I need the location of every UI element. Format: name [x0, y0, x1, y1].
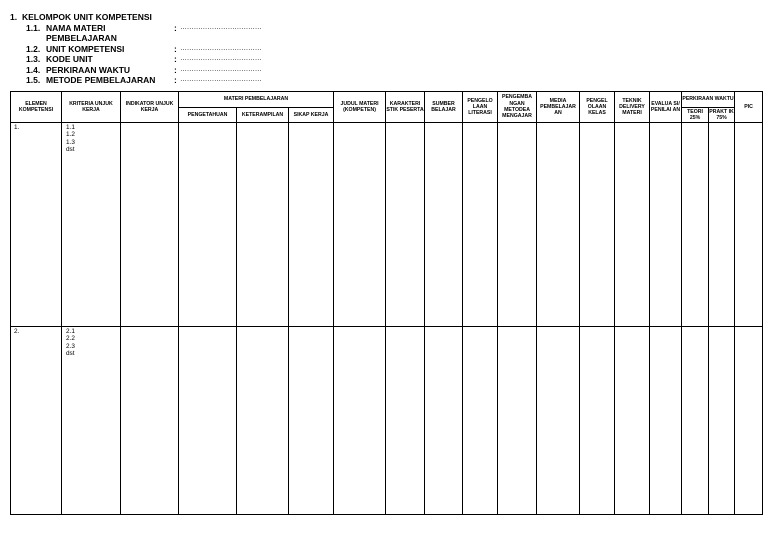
header-teori: TEORI 25%	[682, 108, 709, 123]
header-evaluasi: EVALUA SI/ PENILAI AN	[650, 92, 682, 123]
criteria-item: 1.2	[66, 131, 75, 139]
empty-cell	[289, 327, 334, 515]
header-karakteristik: KARAKTERI STIK PESERTA	[386, 92, 425, 123]
item-colon: :	[174, 22, 177, 33]
empty-cell	[498, 123, 537, 327]
table-row	[11, 327, 763, 515]
header-pengembangan: PENGEMBA NGAN METODEA MENGAJAR	[498, 92, 537, 123]
competency-table	[10, 91, 763, 515]
item-number: 1.5.	[26, 75, 41, 85]
empty-cell	[121, 123, 179, 327]
empty-cell	[682, 327, 709, 515]
item-dots-field: ………………………………	[180, 44, 262, 52]
item-number: 1.4.	[26, 64, 41, 75]
item-dots-field: ………………………………	[180, 23, 262, 31]
section-heading	[10, 12, 262, 86]
item-number: 1.1.	[26, 22, 41, 33]
item-colon: :	[174, 75, 177, 85]
heading-title-row	[10, 12, 262, 23]
criteria-cell	[62, 327, 121, 515]
header-sikap: SIKAP KERJA	[289, 108, 334, 123]
empty-cell	[735, 327, 763, 515]
empty-cell	[650, 327, 682, 515]
heading-item	[10, 65, 262, 76]
header-sumber: SUMBER BELAJAR	[425, 92, 463, 123]
empty-cell	[237, 123, 289, 327]
criteria-item: 2.2	[66, 335, 75, 343]
header-teknik: TEKNIK DELIVERY MATERI	[615, 92, 650, 123]
empty-cell	[289, 123, 334, 327]
empty-cell	[386, 123, 425, 327]
item-dots-field: ………………………………	[180, 55, 262, 62]
criteria-item: 2.1	[66, 328, 75, 335]
item-colon: :	[174, 64, 177, 75]
item-dots-field: ………………………………	[180, 65, 262, 73]
header-materi: MATERI PEMBELAJARAN	[179, 92, 334, 108]
heading-item	[10, 44, 262, 55]
empty-cell	[463, 123, 498, 327]
item-label: NAMA MATERI PEMBELAJARAN	[46, 22, 117, 43]
criteria-item: dst	[66, 146, 75, 154]
empty-cell	[463, 327, 498, 515]
empty-cell	[709, 123, 735, 327]
row-number: 1.	[11, 123, 62, 327]
row-number: 2.	[11, 327, 62, 515]
header-judul: JUDUL MATERI (KOMPETEN)	[334, 92, 386, 123]
empty-cell	[237, 327, 289, 515]
criteria-item: 1.1	[66, 124, 75, 131]
item-label: PERKIRAAN WAKTU	[46, 64, 131, 75]
empty-cell	[179, 327, 237, 515]
item-dots-field: ………………………………	[180, 76, 262, 83]
criteria-cell	[62, 123, 121, 327]
empty-cell	[498, 327, 537, 515]
heading-title: KELOMPOK UNIT KOMPETENSI	[22, 12, 152, 22]
header-media: MEDIA PEMBELAJAR AN	[537, 92, 580, 123]
header-pic: PIC	[735, 92, 763, 123]
item-label: METODE PEMBELAJARAN	[46, 75, 156, 85]
header-keterampilan: KETERAMPILAN	[237, 108, 289, 123]
empty-cell	[580, 123, 615, 327]
header-indikator: INDIKATOR UNJUK KERJA	[121, 92, 179, 123]
item-label: UNIT KOMPETENSI	[46, 43, 125, 54]
empty-cell	[650, 123, 682, 327]
empty-cell	[334, 123, 386, 327]
item-number: 1.3.	[26, 54, 41, 64]
empty-cell	[121, 327, 179, 515]
empty-cell	[537, 327, 580, 515]
header-pengetahuan: PENGETAHUAN	[179, 108, 237, 123]
empty-cell	[386, 327, 425, 515]
heading-item	[10, 54, 262, 65]
criteria-item: dst	[66, 350, 75, 358]
empty-cell	[425, 327, 463, 515]
empty-cell	[735, 123, 763, 327]
item-colon: :	[174, 43, 177, 54]
empty-cell	[537, 123, 580, 327]
item-number: 1.2.	[26, 43, 41, 54]
empty-cell	[615, 123, 650, 327]
item-colon: :	[174, 54, 177, 64]
header-row-1	[11, 92, 763, 108]
header-praktik: PRAKT IK 75%	[709, 108, 734, 121]
header-kelas: PENGEL OLAAN KELAS	[580, 92, 615, 123]
header-kriteria: KRITERIA UNJUK KERJA	[62, 92, 121, 123]
table-row	[11, 123, 763, 327]
empty-cell	[334, 327, 386, 515]
criteria-item: 2.3	[66, 342, 75, 350]
header-pengelolaan: PENGELO LAAN LITERASI	[463, 92, 498, 123]
empty-cell	[682, 123, 709, 327]
heading-item	[10, 23, 262, 44]
empty-cell	[580, 327, 615, 515]
empty-cell	[615, 327, 650, 515]
heading-number: 1.	[10, 12, 18, 22]
empty-cell	[425, 123, 463, 327]
criteria-item: 1.3	[66, 138, 75, 146]
item-label: KODE UNIT	[46, 54, 93, 64]
header-elemen: ELEMEN KOMPETENSI	[11, 92, 62, 123]
heading-item	[10, 75, 262, 86]
empty-cell	[179, 123, 237, 327]
header-perkiraan: PERKIRAAN WAKTU	[682, 92, 735, 108]
empty-cell	[709, 327, 735, 515]
